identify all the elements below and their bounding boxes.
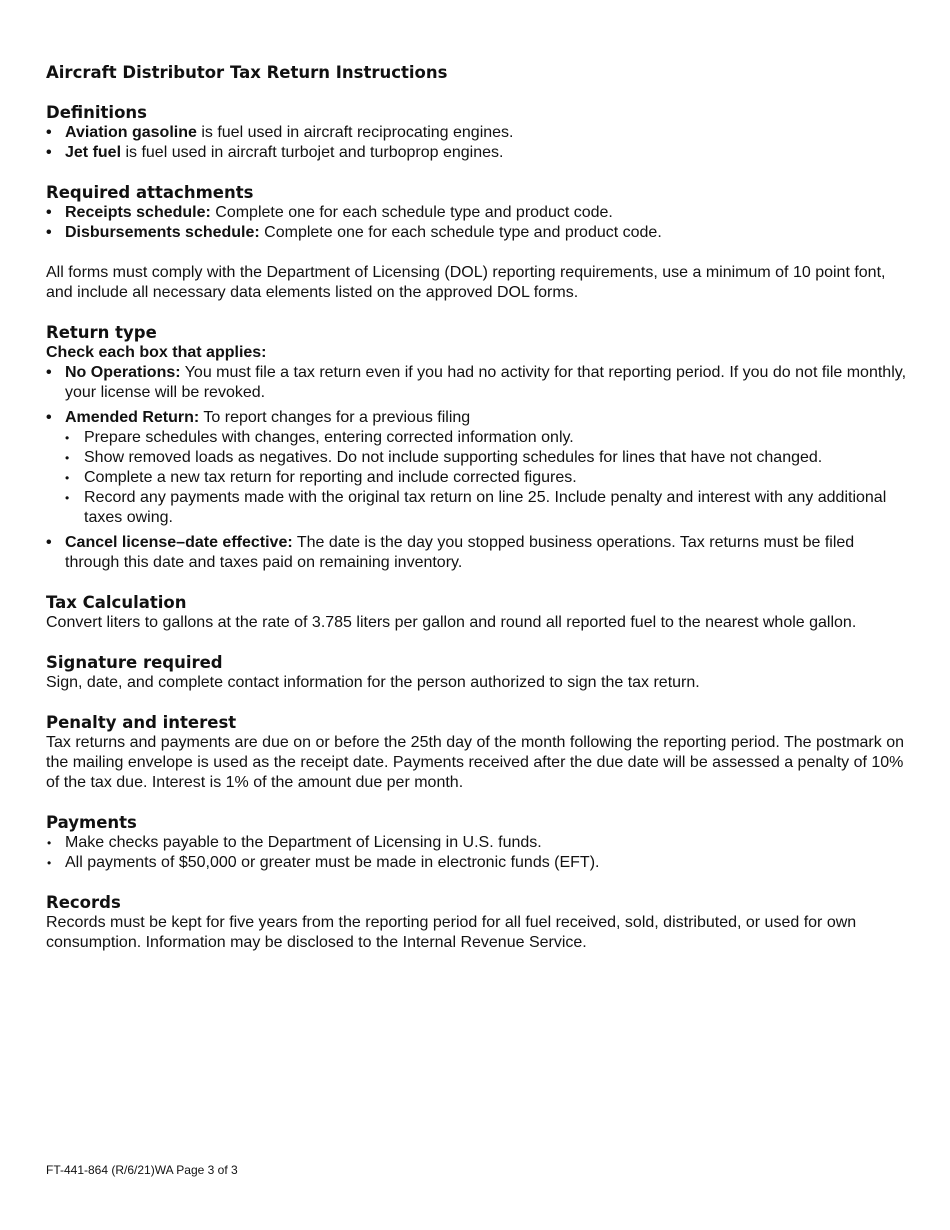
records-heading: Records <box>46 893 121 912</box>
form-footer: FT-441-864 (R/6/21)WA Page 3 of 3 <box>46 1163 238 1177</box>
definition-text: is fuel used in aircraft reciprocating engines. <box>196 124 514 141</box>
return-type-heading: Return type <box>46 323 157 342</box>
sub-list-item: • Show removed loads as negatives. Do not include supporting schedules for lines that have not changed. <box>46 448 906 468</box>
sub-list-item: • Complete a new tax return for reporting and include corrected figures. <box>46 468 906 488</box>
instructions-page <box>46 62 906 973</box>
term: Receipts schedule: <box>65 204 211 221</box>
term: Amended Return: <box>65 409 200 426</box>
term: Aviation gasoline <box>65 124 197 141</box>
sub-list-item: • Prepare schedules with changes, entering corrected information only. <box>46 428 906 448</box>
list-item-cancel-license <box>46 533 906 573</box>
penalty-heading: Penalty and interest <box>46 713 237 732</box>
definitions-section <box>46 103 906 163</box>
records-text: Records must be kept for five years from the reporting period for all fuel received, sold, distributed, or used for own consumption. Information may be disclosed to the Internal Revenue Service. <box>46 914 857 951</box>
return-type-list-cont <box>46 533 906 573</box>
list-item: • Make checks payable to the Department of Licensing in U.S. funds. <box>46 833 906 853</box>
attachments-list <box>46 203 906 243</box>
return-type-list <box>46 363 906 428</box>
penalty-section <box>46 713 906 793</box>
records-section <box>46 893 906 953</box>
list-item-amended-return <box>46 408 906 428</box>
list-item <box>46 203 906 223</box>
list-item <box>46 143 906 163</box>
definitions-list <box>46 123 906 163</box>
definitions-heading: Definitions <box>46 103 147 122</box>
tax-calculation-text: Convert liters to gallons at the rate of 3.785 liters per gallon and round all reported fuel to the nearest whole gallon. <box>46 614 857 631</box>
amended-sublist <box>46 428 906 528</box>
sub-list-item: • Record any payments made with the original tax return on line 25. Include penalty and interest with any additional taxes owing. <box>46 488 906 528</box>
item-text: You must file a tax return even if you had no activity for that reporting period. If you do not file monthly, your license will be revoked. <box>65 364 907 401</box>
definition-text: is fuel used in aircraft turbojet and turboprop engines. <box>121 144 504 161</box>
attachments-section <box>46 183 906 243</box>
signature-section <box>46 653 906 693</box>
penalty-text: Tax returns and payments are due on or before the 25th day of the month following the reporting period. The postmark on the mailing envelope is used as the receipt date. Payments received after the due date will be assessed a penalty of 10% of the tax due. Interest is 1% of the amount due per month. <box>46 734 904 791</box>
return-type-section <box>46 323 906 573</box>
payments-section <box>46 813 906 873</box>
list-item <box>46 223 906 243</box>
payments-list <box>46 833 906 873</box>
list-item-no-operations <box>46 363 906 403</box>
list-item <box>46 123 906 143</box>
page-title: Aircraft Distributor Tax Return Instructions <box>46 63 448 82</box>
item-text: To report changes for a previous filing <box>199 409 471 426</box>
term: Disbursements schedule: <box>65 224 260 241</box>
attachment-text: Complete one for each schedule type and product code. <box>259 224 662 241</box>
return-type-subheading: Check each box that applies: <box>46 344 267 361</box>
compliance-paragraph: All forms must comply with the Department of Licensing (DOL) reporting requirements, use a minimum of 10 point font, and include all necessary data elements listed on the approved DOL forms. <box>46 264 886 301</box>
tax-calculation-section <box>46 593 906 633</box>
attachments-heading: Required attachments <box>46 183 254 202</box>
signature-text: Sign, date, and complete contact information for the person authorized to sign the tax return. <box>46 674 700 691</box>
term: No Operations: <box>65 364 181 381</box>
term: Cancel license–date effective: <box>65 534 293 551</box>
term: Jet fuel <box>65 144 122 161</box>
payments-heading: Payments <box>46 813 137 832</box>
attachment-text: Complete one for each schedule type and product code. <box>210 204 613 221</box>
signature-heading: Signature required <box>46 653 223 672</box>
list-item: • All payments of $50,000 or greater must be made in electronic funds (EFT). <box>46 853 906 873</box>
tax-calculation-heading: Tax Calculation <box>46 593 187 612</box>
item-text: The date is the day you stopped business operations. Tax returns must be filed through this date and taxes paid on remaining inventory. <box>65 534 855 571</box>
